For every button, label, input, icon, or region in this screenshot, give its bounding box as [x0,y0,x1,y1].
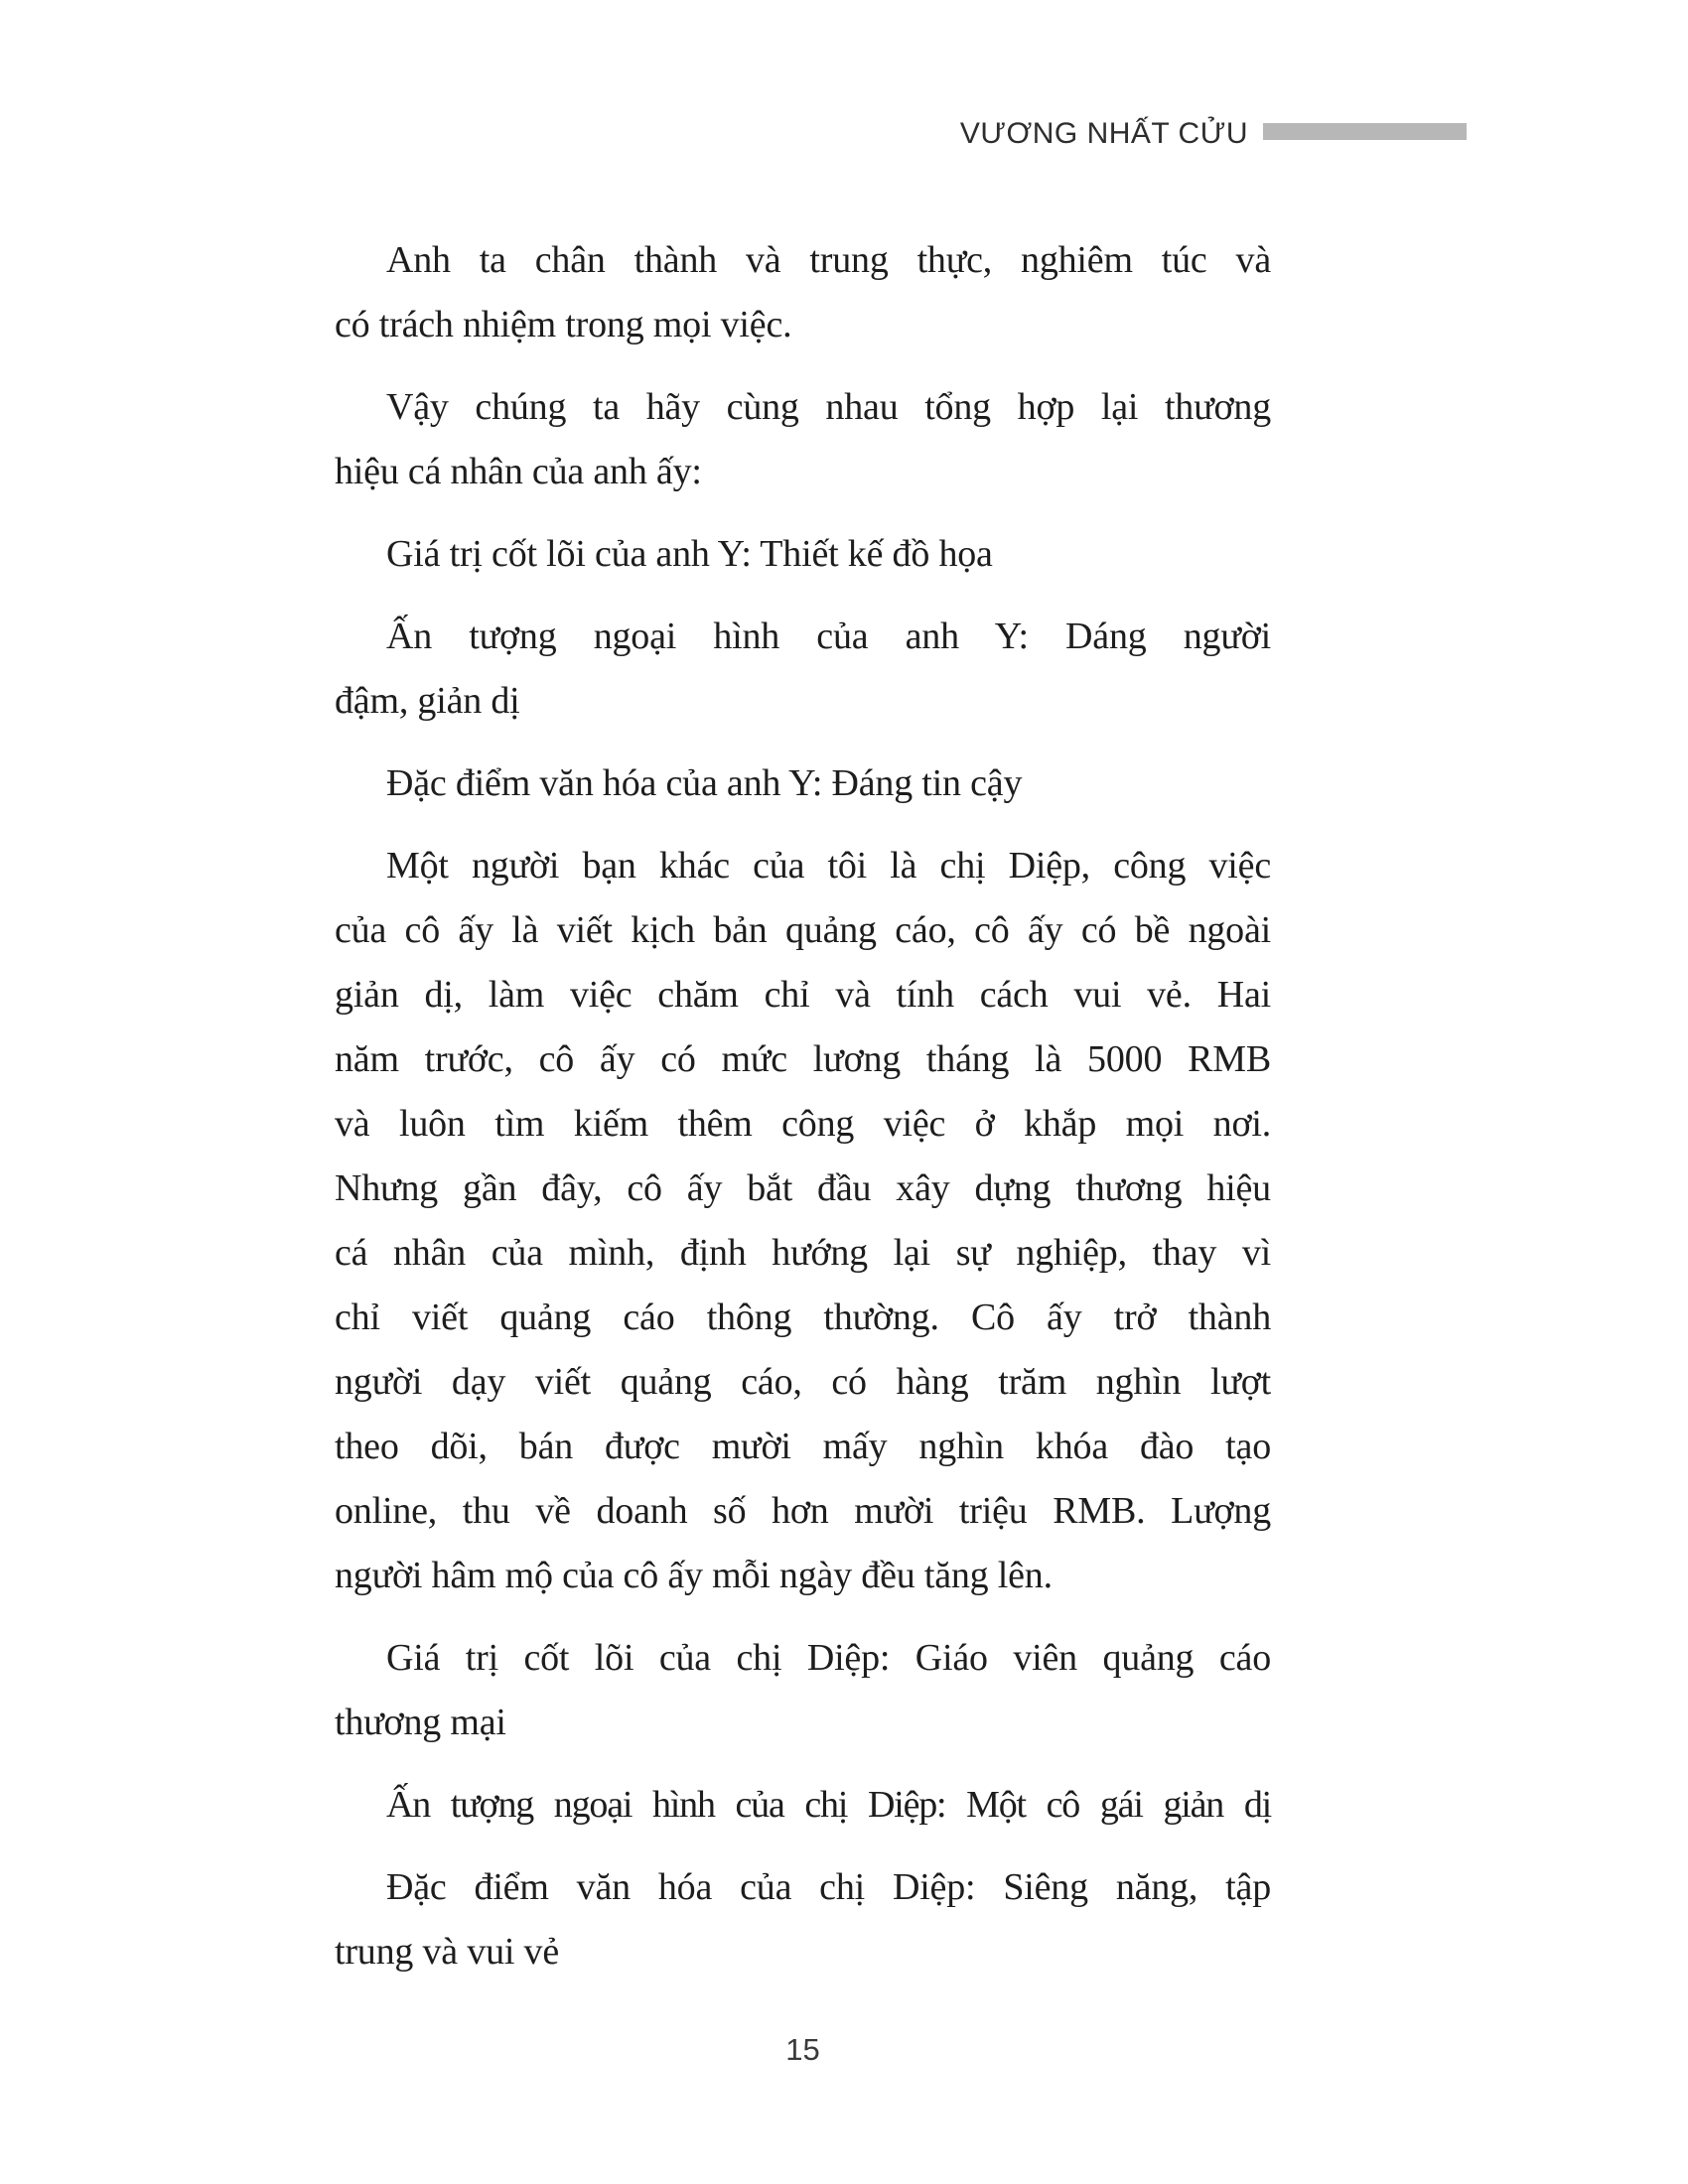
paragraph [335,1626,1271,1755]
text-line: Một người bạn khác của tôi là chị Diệp, công việc [386,845,1271,887]
paragraph [335,522,1271,587]
text-line: năm trước, cô ấy có mức lương tháng là 5000 RMB [335,1038,1271,1080]
text-line: Ấn tượng ngoại hình của anh Y: Dáng người [386,615,1271,657]
paragraph [335,751,1271,816]
text-line: online, thu về doanh số hơn mười triệu RMB. Lượng [335,1490,1271,1532]
paragraph [335,228,1271,357]
text-line: có trách nhiệm trong mọi việc. [335,304,792,345]
text-line: Ấn tượng ngoại hình của chị Diệp: Một cô gái giản dị [386,1784,1271,1826]
paragraph [335,1773,1271,1838]
text-line: của cô ấy là viết kịch bản quảng cáo, cô ấy có bề ngoài [335,909,1271,951]
text-line: giản dị, làm việc chăm chỉ và tính cách vui vẻ. Hai [335,974,1271,1016]
page-number: 15 [785,2032,820,2067]
text-line: người dạy viết quảng cáo, có hàng trăm nghìn lượt [335,1361,1271,1403]
body-text-block [335,228,1271,1984]
text-line: theo dõi, bán được mười mấy nghìn khóa đào tạo [335,1426,1271,1467]
paragraph [335,605,1271,734]
text-line: trung và vui vẻ [335,1931,560,1973]
text-line: cá nhân của mình, định hướng lại sự nghiệp, thay vì [335,1232,1271,1274]
text-line: Đặc điểm văn hóa của anh Y: Đáng tin cậy [386,762,1023,804]
paragraph [335,375,1271,504]
text-line: hiệu cá nhân của anh ấy: [335,451,702,492]
text-line: đậm, giản dị [335,680,520,722]
text-line: và luôn tìm kiếm thêm công việc ở khắp mọi nơi. [335,1103,1271,1145]
paragraph [335,834,1271,1608]
paragraph [335,1855,1271,1984]
text-line: Đặc điểm văn hóa của chị Diệp: Siêng năng, tập [386,1866,1271,1908]
text-line: chỉ viết quảng cáo thông thường. Cô ấy trở thành [335,1297,1271,1338]
running-header-title: VƯƠNG NHẤT CỬU [959,117,1248,150]
text-line: Giá trị cốt lõi của chị Diệp: Giáo viên quảng cáo [386,1637,1271,1679]
text-line: Nhưng gần đây, cô ấy bắt đầu xây dựng thương hiệu [335,1167,1271,1209]
text-line: thương mại [335,1702,506,1743]
header-rule-bar [1263,123,1467,140]
text-line: Giá trị cốt lõi của anh Y: Thiết kế đồ họa [386,533,993,575]
text-line: Vậy chúng ta hãy cùng nhau tổng hợp lại thương [386,386,1271,428]
text-line: người hâm mộ của cô ấy mỗi ngày đều tăng lên. [335,1555,1053,1596]
text-line: Anh ta chân thành và trung thực, nghiêm túc và [386,239,1271,281]
